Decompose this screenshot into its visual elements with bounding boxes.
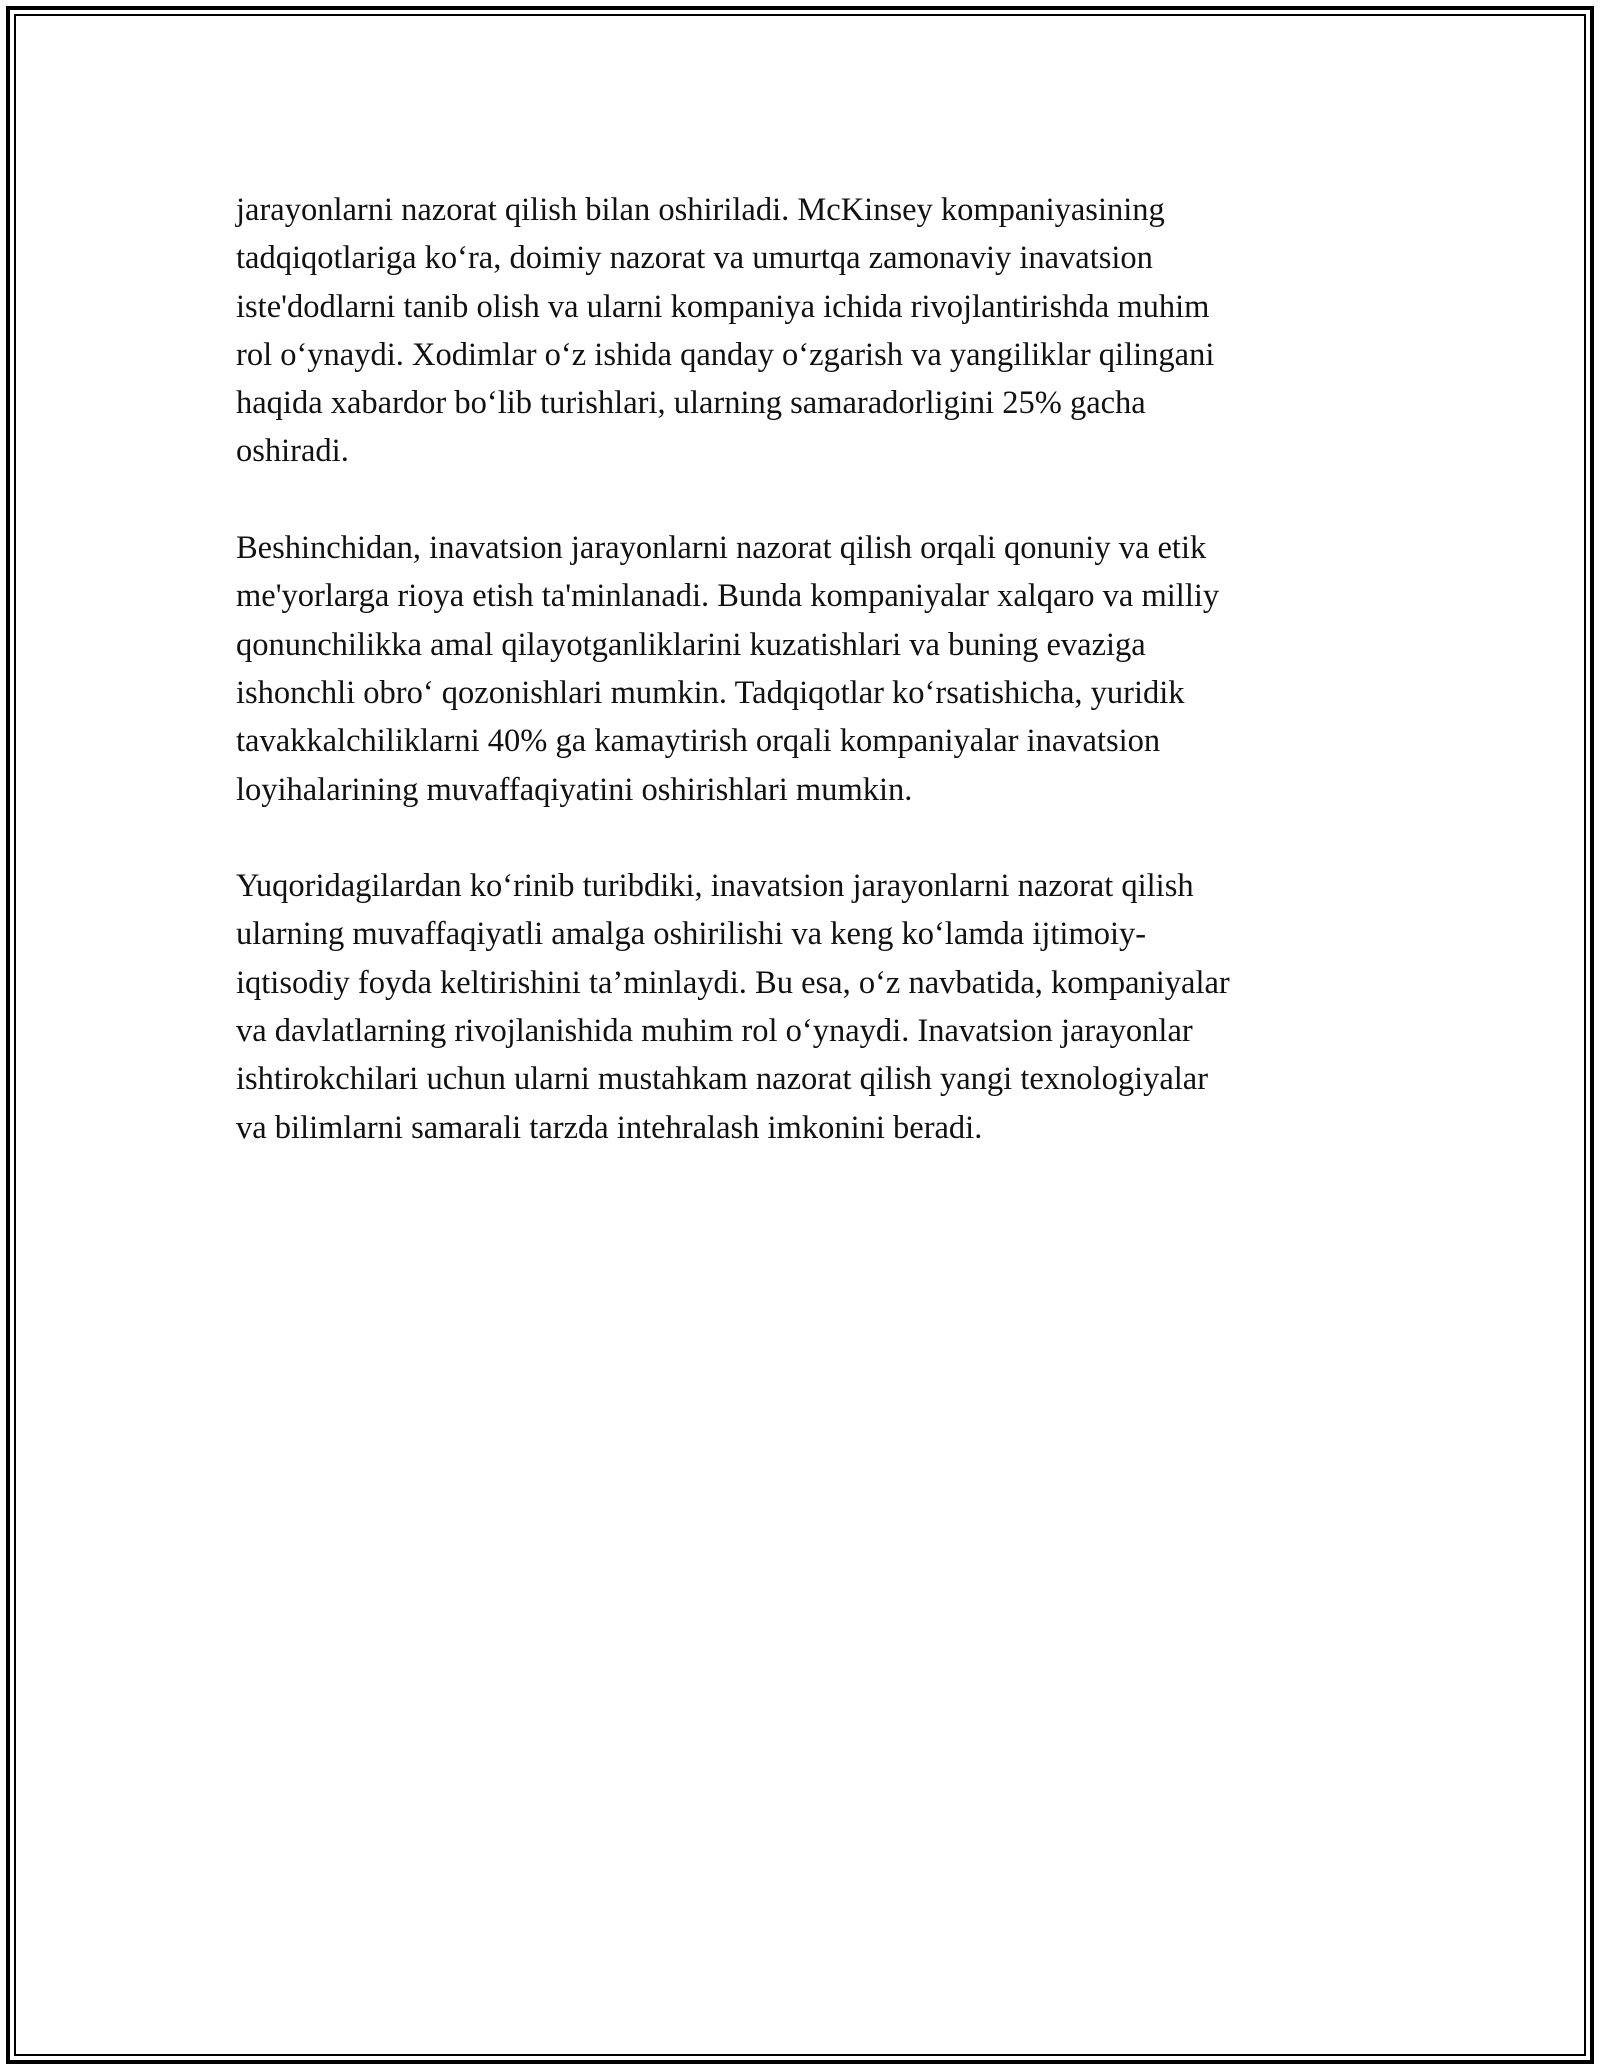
document-body [236, 186, 1396, 1200]
paragraph-2: Beshinchidan, inavatsion jarayonlarni nazorat qilish orqali qonuniy va etik me'yorlarga rioya etish ta'minlanadi. Bunda kompaniyalar xalqaro va milliy qonunchilikka amal qilayotganliklarini kuzatishlari va buning evaziga ishonchli obro‘ qozonishlari mumkin. Tadqiqotlar ko‘rsatishicha, yuridik tavakkalchiliklarni 40% ga kamaytirish orqali kompaniyalar inavatsion loyihalarining muvaffaqiyatini oshirishlari mumkin. [236, 530, 1220, 808]
paragraph-1: jarayonlarni nazorat qilish bilan oshiriladi. McKinsey kompaniyasining tadqiqotlariga ko‘ra, doimiy nazorat va umurtqa zamonaviy inavatsion iste'dodlarni tanib olish va ularni kompaniya ichida rivojlantirishda muhim rol o‘ynaydi. Xodimlar o‘z ishida qanday o‘zgarish va yangiliklar qilingani haqida xabardor bo‘lib turishlari, ularning samaradorligini 25% gacha oshiradi. [236, 192, 1215, 470]
paragraph-3: Yuqoridagilardan ko‘rinib turibdiki, inavatsion jarayonlarni nazorat qilish ularning muvaffaqiyatli amalga oshirilishi va keng ko‘lamda ijtimoiy- iqtisodiy foyda keltirishini ta’minlaydi. Bu esa, o‘z navbatida, kompaniyalar va davlatlarning rivojlanishida muhim rol o‘ynaydi. Inavatsion jarayonlar ishtirokchilari uchun ularni mustahkam nazorat qilish yangi texnologiyalar va bilimlarni samarali tarzda intehralash imkonini beradi. [236, 868, 1230, 1146]
